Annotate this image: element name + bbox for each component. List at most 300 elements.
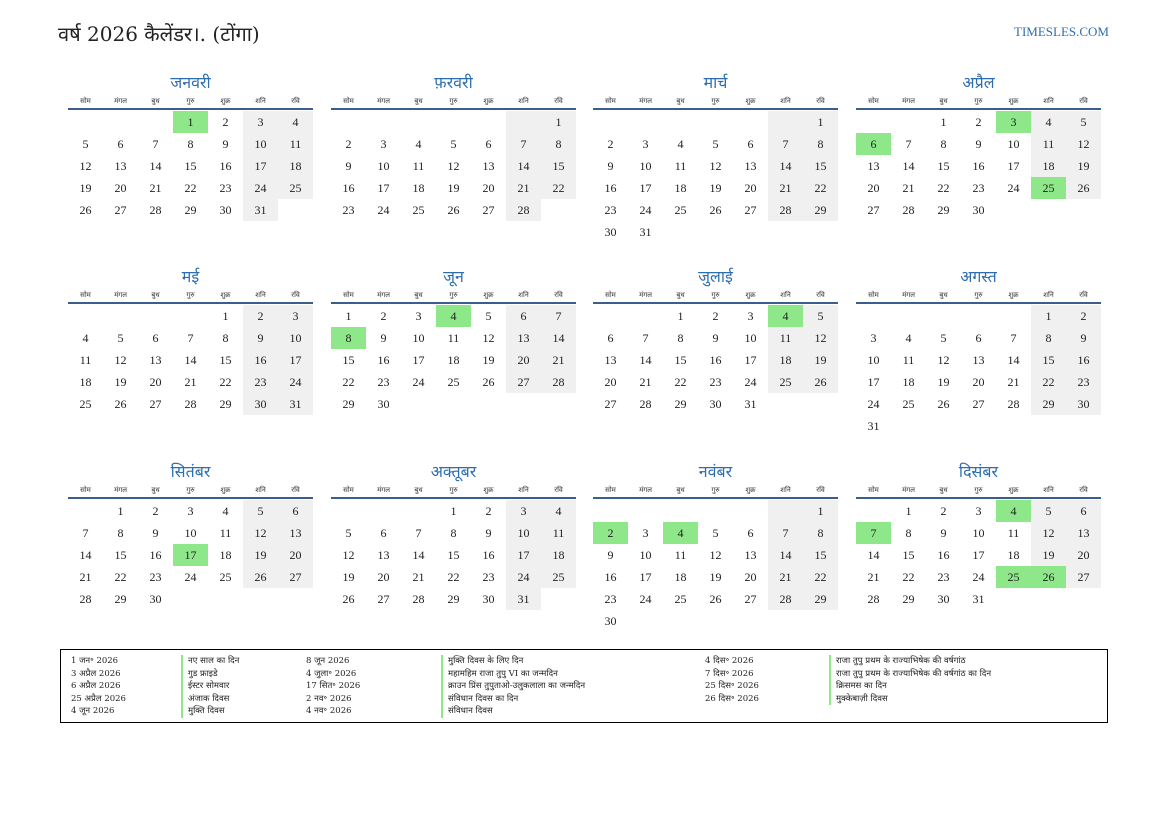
day-cell: 5 (117, 331, 124, 345)
day-cell: 11 (674, 159, 687, 173)
day-cell: 13 (744, 159, 757, 173)
weekday-label: बुध (414, 486, 423, 494)
day-cell: 5 (712, 526, 719, 540)
holiday-name: गुड फ्राइडे (181, 668, 239, 681)
day-cell: 27 (604, 397, 617, 411)
day-cell: 28 (867, 592, 880, 606)
day-cell: 18 (768, 349, 803, 371)
day-cell: 23 (149, 570, 162, 584)
empty-cell (856, 305, 891, 327)
day-cell: 7 (768, 133, 803, 155)
day-cell: 7 (905, 137, 912, 151)
day-cell: 25 (447, 375, 460, 389)
holiday-day-cell: 4 (663, 522, 698, 544)
day-cell: 31 (278, 393, 313, 415)
empty-cell (996, 305, 1031, 327)
day-cell: 30 (482, 592, 495, 606)
site-link[interactable]: TIMESLES.COM (1014, 24, 1109, 39)
empty-cell (926, 305, 961, 327)
day-cell: 21 (541, 349, 576, 371)
day-cell: 11 (278, 133, 313, 155)
weekday-label: गुरु (186, 97, 195, 105)
empty-cell (331, 111, 366, 133)
empty-cell (856, 500, 891, 522)
day-cell: 3 (642, 526, 649, 540)
day-cell: 13 (482, 159, 495, 173)
weekday-label: रवि (554, 97, 563, 105)
day-cell: 13 (744, 548, 757, 562)
holiday-date: 4 जून 2026 (71, 706, 115, 716)
empty-cell (768, 500, 803, 522)
day-cell: 18 (278, 155, 313, 177)
day-cell: 29 (937, 203, 950, 217)
day-cell: 12 (803, 327, 838, 349)
weekday-header (68, 94, 313, 108)
day-cell: 17 (377, 181, 390, 195)
day-cell: 19 (709, 570, 722, 584)
month-name: जून (443, 267, 464, 286)
day-cell: 1 (222, 309, 229, 323)
empty-cell (891, 111, 926, 133)
day-cell: 7 (768, 522, 803, 544)
header-rule (68, 108, 313, 110)
weekday-label: बुध (676, 486, 685, 494)
day-cell: 16 (219, 159, 232, 173)
weekday-label: सोम (868, 97, 879, 105)
day-cell: 21 (1007, 375, 1020, 389)
day-cell: 25 (541, 566, 576, 588)
holiday-name: संविधान दिवस (441, 705, 585, 718)
day-cell: 31 (867, 419, 880, 433)
day-cell: 13 (972, 353, 985, 367)
empty-cell (628, 500, 663, 522)
day-cell: 3 (506, 500, 541, 522)
weekday-label: गुरु (186, 291, 195, 299)
day-grid (856, 500, 1101, 610)
day-cell: 4 (82, 331, 89, 345)
month-block (856, 266, 1101, 437)
day-cell: 15 (219, 353, 232, 367)
weekday-label: रवि (291, 486, 300, 494)
holiday-day-cell: 1 (173, 111, 208, 133)
weekday-header (331, 288, 576, 302)
weekday-label: सोम (343, 486, 354, 494)
weekday-header (856, 483, 1101, 497)
day-cell: 6 (506, 305, 541, 327)
day-cell: 21 (867, 570, 880, 584)
weekday-label: शुक्र (220, 97, 231, 105)
weekday-label: सोम (343, 97, 354, 105)
day-cell: 30 (709, 397, 722, 411)
day-cell: 10 (639, 548, 652, 562)
day-cell: 18 (1031, 155, 1066, 177)
day-cell: 22 (342, 375, 355, 389)
day-cell: 15 (447, 548, 460, 562)
day-cell: 18 (674, 570, 687, 584)
day-cell: 17 (506, 544, 541, 566)
day-cell: 13 (604, 353, 617, 367)
month-name: अप्रैल (962, 73, 995, 92)
day-cell: 29 (902, 592, 915, 606)
weekday-label: शनि (1043, 486, 1054, 494)
weekday-label: शुक्र (483, 486, 494, 494)
weekday-label: शुक्र (220, 486, 231, 494)
day-cell: 9 (607, 548, 614, 562)
day-cell: 3 (747, 309, 754, 323)
weekday-header (593, 288, 838, 302)
day-cell: 28 (639, 397, 652, 411)
day-cell: 11 (447, 331, 460, 345)
weekday-header (593, 483, 838, 497)
day-cell: 23 (972, 181, 985, 195)
empty-cell (506, 111, 541, 133)
weekday-label: मंगल (377, 97, 390, 105)
holiday-legend (60, 649, 1108, 723)
day-cell: 25 (674, 203, 687, 217)
empty-cell (593, 305, 628, 327)
day-cell: 25 (412, 203, 425, 217)
holiday-name: मुक्ति दिवस के लिए दिन (441, 655, 585, 668)
weekday-header (68, 288, 313, 302)
day-cell: 22 (803, 566, 838, 588)
weekday-label: शुक्र (1008, 486, 1019, 494)
day-cell: 12 (1066, 133, 1101, 155)
holiday-date: 4 जुला॰ 2026 (306, 668, 357, 679)
day-cell: 26 (937, 397, 950, 411)
day-cell: 22 (1031, 371, 1066, 393)
empty-cell (366, 111, 401, 133)
weekday-label: सोम (80, 291, 91, 299)
day-cell: 18 (219, 548, 232, 562)
day-cell: 27 (149, 397, 162, 411)
day-cell: 8 (1031, 327, 1066, 349)
weekday-label: शनि (780, 486, 791, 494)
day-cell: 8 (187, 137, 194, 151)
weekday-label: बुध (939, 291, 948, 299)
day-cell: 6 (380, 526, 387, 540)
day-cell: 25 (768, 371, 803, 393)
day-cell: 14 (412, 548, 425, 562)
weekday-label: बुध (676, 97, 685, 105)
day-cell: 25 (79, 397, 92, 411)
day-cell: 13 (114, 159, 127, 173)
day-cell: 4 (677, 137, 684, 151)
day-cell: 22 (184, 181, 197, 195)
day-cell: 12 (447, 159, 460, 173)
weekday-label: शुक्र (1008, 291, 1019, 299)
month-block (856, 72, 1101, 221)
day-cell: 8 (222, 331, 229, 345)
day-cell: 22 (114, 570, 127, 584)
empty-cell (593, 111, 628, 133)
day-cell: 20 (972, 375, 985, 389)
day-cell: 1 (1031, 305, 1066, 327)
day-cell: 11 (1031, 133, 1066, 155)
day-cell: 24 (1007, 181, 1020, 195)
day-grid (68, 500, 313, 610)
empty-cell (138, 111, 173, 133)
day-cell: 15 (184, 159, 197, 173)
day-cell: 28 (412, 592, 425, 606)
weekday-label: शनि (1043, 291, 1054, 299)
day-cell: 12 (1031, 522, 1066, 544)
day-cell: 8 (803, 522, 838, 544)
weekday-label: शनि (1043, 97, 1054, 105)
day-cell: 21 (412, 570, 425, 584)
holiday-day-cell: 26 (1031, 566, 1066, 588)
day-cell: 26 (709, 203, 722, 217)
weekday-label: गुरु (711, 291, 720, 299)
weekday-label: रवि (816, 291, 825, 299)
day-cell: 7 (152, 137, 159, 151)
day-cell: 6 (747, 526, 754, 540)
day-cell: 24 (506, 566, 541, 588)
empty-cell (961, 305, 996, 327)
day-cell: 19 (482, 353, 495, 367)
day-cell: 21 (79, 570, 92, 584)
day-cell: 5 (1031, 500, 1066, 522)
empty-cell (471, 111, 506, 133)
day-cell: 9 (380, 331, 387, 345)
day-cell: 22 (541, 177, 576, 199)
day-cell: 13 (149, 353, 162, 367)
holiday-day-cell: 8 (331, 327, 366, 349)
weekday-label: गुरु (711, 486, 720, 494)
month-name: जुलाई (698, 267, 733, 286)
holiday-day-cell: 3 (996, 111, 1031, 133)
header-rule (331, 497, 576, 499)
day-cell: 5 (712, 137, 719, 151)
day-cell: 9 (940, 526, 947, 540)
holiday-date: 4 दिस॰ 2026 (705, 656, 754, 666)
day-cell: 31 (243, 199, 278, 221)
month-name: फ़रवरी (434, 73, 473, 92)
day-cell: 25 (219, 570, 232, 584)
empty-cell (593, 500, 628, 522)
header-rule (856, 302, 1101, 304)
day-cell: 10 (184, 526, 197, 540)
day-cell: 1 (117, 504, 124, 518)
day-cell: 2 (380, 309, 387, 323)
day-cell: 4 (905, 331, 912, 345)
day-cell: 14 (902, 159, 915, 173)
weekday-label: मंगल (902, 486, 915, 494)
day-cell: 30 (1066, 393, 1101, 415)
header-rule (856, 108, 1101, 110)
day-cell: 11 (902, 353, 915, 367)
day-cell: 16 (377, 353, 390, 367)
day-cell: 31 (639, 225, 652, 239)
day-cell: 5 (940, 331, 947, 345)
day-cell: 19 (243, 544, 278, 566)
day-cell: 14 (867, 548, 880, 562)
day-cell: 23 (604, 592, 617, 606)
day-cell: 26 (447, 203, 460, 217)
day-cell: 26 (709, 592, 722, 606)
day-cell: 24 (972, 570, 985, 584)
day-cell: 23 (342, 203, 355, 217)
weekday-label: रवि (291, 97, 300, 105)
day-cell: 30 (149, 592, 162, 606)
day-cell: 17 (243, 155, 278, 177)
day-cell: 11 (79, 353, 92, 367)
day-cell: 23 (604, 203, 617, 217)
weekday-label: गुरु (186, 486, 195, 494)
weekday-label: सोम (80, 486, 91, 494)
weekday-label: रवि (816, 486, 825, 494)
day-cell: 27 (377, 592, 390, 606)
holiday-name: राजा तुपु प्रथम के राज्याभिषेक की वर्षगांठ का दिन (829, 668, 991, 681)
day-cell: 9 (152, 526, 159, 540)
day-cell: 13 (377, 548, 390, 562)
day-cell: 4 (415, 137, 422, 151)
empty-cell (138, 305, 173, 327)
weekday-label: शुक्र (483, 97, 494, 105)
day-cell: 9 (345, 159, 352, 173)
day-cell: 2 (152, 504, 159, 518)
month-name: दिसंबर (958, 462, 999, 481)
month-name: जनवरी (170, 73, 211, 92)
day-cell: 5 (1066, 111, 1101, 133)
holiday-name: महामहिम राजा तुपु VI का जन्मदिन (441, 668, 585, 681)
day-cell: 15 (342, 353, 355, 367)
holiday-name: राजा तुपु प्रथम के राज्याभिषेक की वर्षगांठ (829, 655, 991, 668)
day-cell: 26 (79, 203, 92, 217)
day-cell: 24 (184, 570, 197, 584)
weekday-label: मंगल (114, 291, 127, 299)
day-cell: 24 (867, 397, 880, 411)
day-cell: 14 (768, 155, 803, 177)
day-cell: 12 (937, 353, 950, 367)
day-cell: 26 (243, 566, 278, 588)
weekday-label: बुध (151, 97, 160, 105)
day-grid (331, 111, 576, 221)
day-cell: 4 (541, 500, 576, 522)
weekday-label: शनि (255, 291, 266, 299)
weekday-header (856, 288, 1101, 302)
day-cell: 3 (380, 137, 387, 151)
day-cell: 14 (639, 353, 652, 367)
day-cell: 11 (412, 159, 425, 173)
day-grid (331, 500, 576, 610)
day-grid (331, 305, 576, 415)
weekday-label: सोम (868, 291, 879, 299)
holiday-day-cell: 2 (593, 522, 628, 544)
holiday-date: 4 नव॰ 2026 (306, 706, 352, 716)
empty-cell (173, 305, 208, 327)
day-cell: 5 (82, 137, 89, 151)
day-cell: 21 (902, 181, 915, 195)
day-cell: 19 (803, 349, 838, 371)
day-cell: 23 (937, 570, 950, 584)
day-cell: 27 (867, 203, 880, 217)
day-cell: 28 (541, 371, 576, 393)
day-cell: 24 (412, 375, 425, 389)
holiday-day-cell: 4 (996, 500, 1031, 522)
day-cell: 24 (278, 371, 313, 393)
day-grid (856, 305, 1101, 437)
day-cell: 23 (1066, 371, 1101, 393)
day-cell: 16 (243, 349, 278, 371)
day-cell: 30 (377, 397, 390, 411)
day-cell: 1 (905, 504, 912, 518)
holiday-day-cell: 7 (856, 522, 891, 544)
day-cell: 16 (1066, 349, 1101, 371)
day-cell: 26 (342, 592, 355, 606)
day-cell: 16 (709, 353, 722, 367)
month-block (68, 266, 313, 415)
day-cell: 16 (604, 181, 617, 195)
weekday-label: सोम (605, 291, 616, 299)
header-rule (593, 302, 838, 304)
day-cell: 24 (243, 177, 278, 199)
month-block (331, 266, 576, 415)
day-cell: 7 (1010, 331, 1017, 345)
day-cell: 8 (940, 137, 947, 151)
day-cell: 28 (1007, 397, 1020, 411)
day-cell: 15 (114, 548, 127, 562)
header-rule (856, 497, 1101, 499)
day-cell: 5 (450, 137, 457, 151)
day-cell: 29 (803, 199, 838, 221)
day-cell: 11 (1007, 526, 1020, 540)
day-cell: 6 (747, 137, 754, 151)
empty-cell (103, 305, 138, 327)
weekday-label: गुरु (974, 291, 983, 299)
day-cell: 12 (342, 548, 355, 562)
day-cell: 21 (506, 177, 541, 199)
day-cell: 28 (768, 199, 803, 221)
day-cell: 3 (243, 111, 278, 133)
weekday-label: गुरु (449, 97, 458, 105)
day-cell: 30 (972, 203, 985, 217)
day-cell: 10 (506, 522, 541, 544)
day-cell: 3 (187, 504, 194, 518)
header-rule (593, 497, 838, 499)
day-cell: 5 (485, 309, 492, 323)
empty-cell (663, 500, 698, 522)
day-cell: 2 (243, 305, 278, 327)
day-cell: 17 (867, 375, 880, 389)
day-cell: 22 (937, 181, 950, 195)
day-cell: 22 (902, 570, 915, 584)
weekday-label: शनि (255, 486, 266, 494)
day-cell: 9 (222, 137, 229, 151)
day-cell: 2 (1066, 305, 1101, 327)
day-cell: 17 (1007, 159, 1020, 173)
holiday-date: 1 जन॰ 2026 (71, 656, 119, 666)
month-block (593, 266, 838, 415)
day-cell: 17 (278, 349, 313, 371)
day-cell: 29 (114, 592, 127, 606)
day-cell: 20 (744, 181, 757, 195)
day-cell: 31 (506, 588, 541, 610)
day-cell: 7 (82, 526, 89, 540)
day-cell: 15 (937, 159, 950, 173)
day-cell: 28 (79, 592, 92, 606)
header-rule (331, 108, 576, 110)
day-cell: 5 (345, 526, 352, 540)
empty-cell (891, 305, 926, 327)
holiday-day-cell: 17 (173, 544, 208, 566)
day-cell: 20 (377, 570, 390, 584)
day-cell: 26 (114, 397, 127, 411)
month-name: अक्तूबर (430, 462, 477, 481)
day-cell: 21 (768, 566, 803, 588)
day-cell: 16 (972, 159, 985, 173)
day-cell: 1 (450, 504, 457, 518)
day-cell: 17 (744, 353, 757, 367)
